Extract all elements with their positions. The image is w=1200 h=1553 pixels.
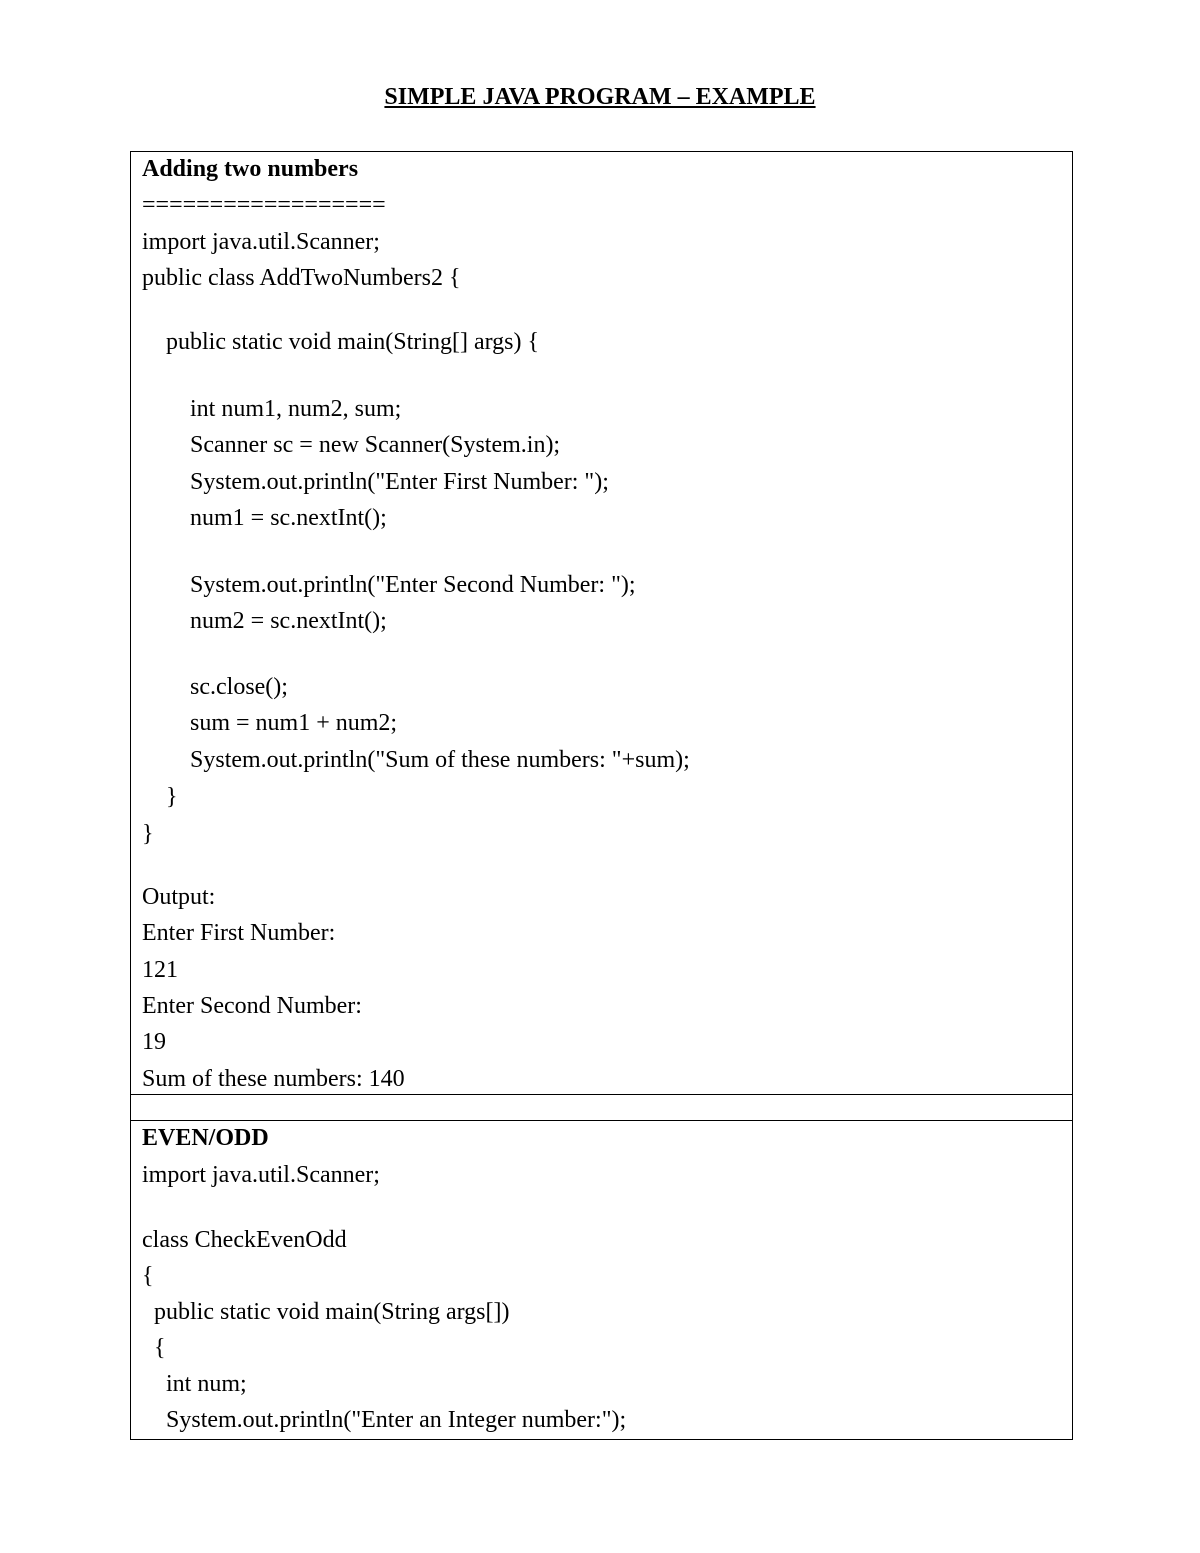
- code-line: {: [142, 1263, 154, 1289]
- output-line: 121: [142, 957, 178, 983]
- even-odd-box: [130, 1120, 1073, 1440]
- code-line: class CheckEvenOdd: [142, 1227, 347, 1253]
- code-line: num1 = sc.nextInt();: [142, 505, 387, 531]
- code-line: public static void main(String args[]): [142, 1299, 510, 1325]
- code-line: }: [142, 784, 178, 810]
- page-title: SIMPLE JAVA PROGRAM – EXAMPLE: [384, 84, 816, 110]
- code-line: int num;: [142, 1371, 247, 1397]
- code-line: num2 = sc.nextInt();: [142, 608, 387, 634]
- code-line: sc.close();: [142, 674, 288, 700]
- output-line: 19: [142, 1029, 166, 1055]
- code-line: System.out.println("Enter First Number: ");: [142, 469, 609, 495]
- adding-two-numbers-box: [130, 151, 1073, 1095]
- code-line: System.out.println("Enter an Integer number:");: [142, 1407, 627, 1433]
- code-line: System.out.println("Sum of these numbers: "+sum);: [142, 747, 690, 773]
- output-line: Output:: [142, 884, 216, 910]
- code-line: public static void main(String[] args) {: [142, 329, 540, 355]
- code-line: }: [142, 821, 154, 847]
- output-line: Enter First Number:: [142, 920, 336, 946]
- code-line: System.out.println("Enter Second Number: ");: [142, 572, 636, 598]
- code-line: int num1, num2, sum;: [142, 396, 402, 422]
- output-line: Sum of these numbers: 140: [142, 1066, 405, 1092]
- code-line: public class AddTwoNumbers2 {: [142, 265, 461, 291]
- code-line: import java.util.Scanner;: [142, 229, 380, 255]
- separator-line: ==================: [142, 192, 386, 218]
- section-heading: EVEN/ODD: [142, 1125, 269, 1151]
- code-line: import java.util.Scanner;: [142, 1162, 380, 1188]
- empty-spacer-row: [130, 1094, 1073, 1121]
- code-line: Scanner sc = new Scanner(System.in);: [142, 432, 561, 458]
- output-line: Enter Second Number:: [142, 993, 362, 1019]
- section-heading: Adding two numbers: [142, 156, 359, 182]
- code-line: {: [142, 1335, 166, 1361]
- code-line: sum = num1 + num2;: [142, 710, 398, 736]
